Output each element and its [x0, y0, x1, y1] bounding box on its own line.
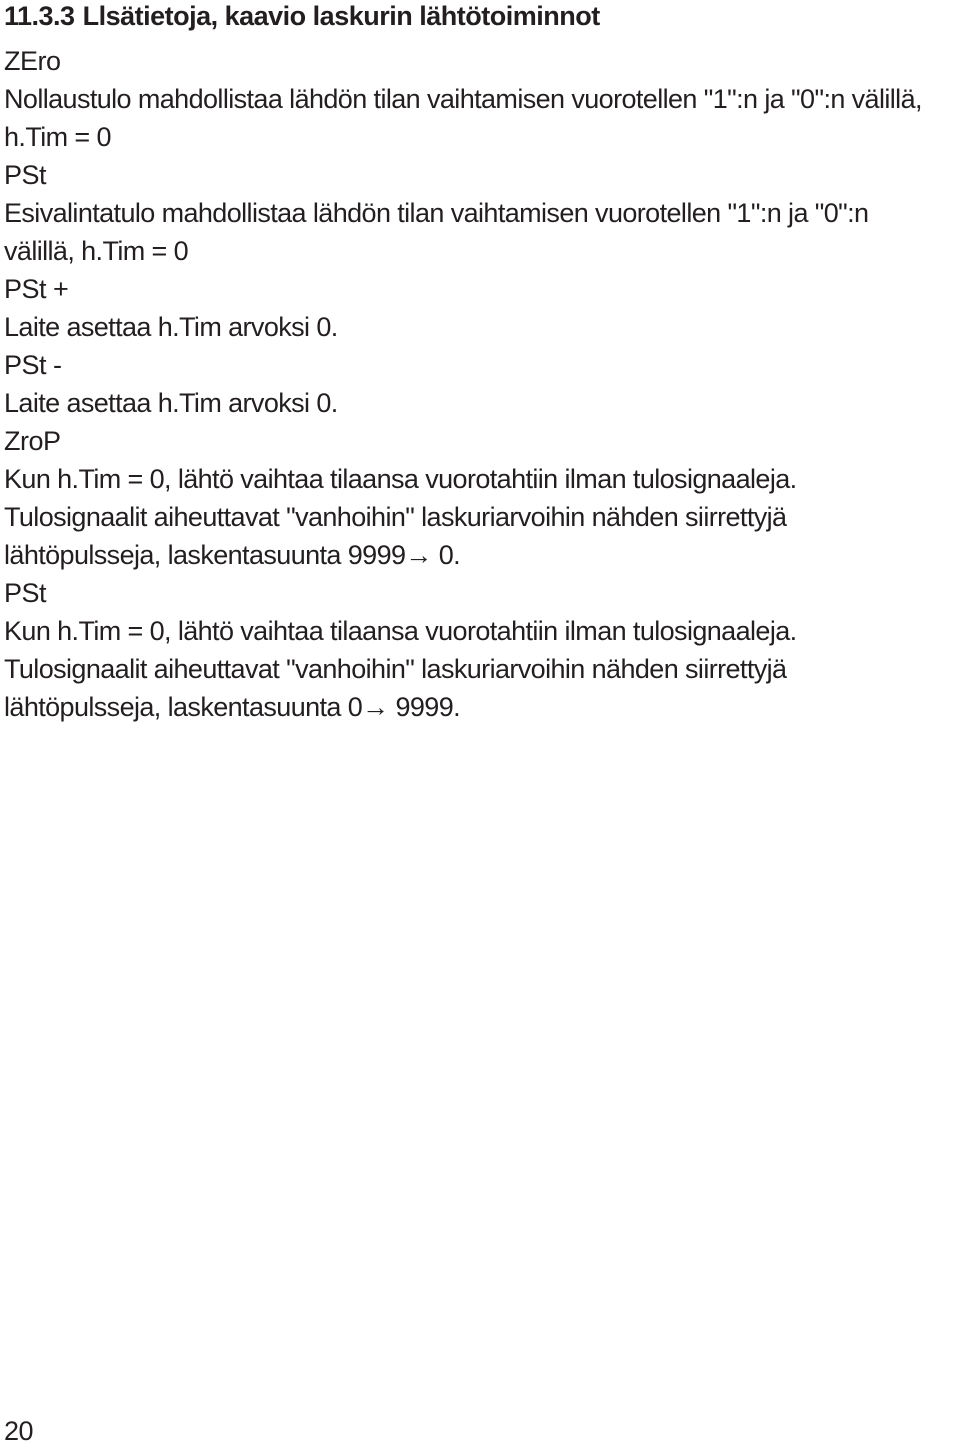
description-line: Tulosignaalit aiheuttavat "vanhoihin" laskuriarvoihin nähden siirrettyjä	[4, 654, 787, 684]
description-line: h.Tim = 0	[4, 122, 111, 152]
definition-term: ZroP	[4, 426, 61, 456]
definition-description	[4, 308, 956, 346]
description-line: lähtöpulsseja, laskentasuunta 0→ 9999.	[4, 692, 461, 722]
definition-entry-zero	[4, 42, 956, 156]
description-line: Laite asettaa h.Tim arvoksi 0.	[4, 312, 338, 342]
definition-term: ZEro	[4, 46, 61, 76]
section-heading	[4, 0, 956, 32]
definition-term: PSt	[4, 160, 47, 190]
definition-term: PSt -	[4, 350, 62, 380]
description-line: Laite asettaa h.Tim arvoksi 0.	[4, 388, 338, 418]
definition-description	[4, 80, 956, 156]
page-number: 20	[4, 1416, 34, 1446]
description-line: välillä, h.Tim = 0	[4, 236, 189, 266]
definition-entry-pst-plus	[4, 270, 956, 346]
description-line: Esivalintatulo mahdollistaa lähdön tilan vaihtamisen vuorotellen "1":n ja "0":n	[4, 198, 869, 228]
description-line: Tulosignaalit aiheuttavat "vanhoihin" laskuriarvoihin nähden siirrettyjä	[4, 502, 787, 532]
section-number: 11.3.3	[4, 1, 75, 31]
description-line: Nollaustulo mahdollistaa lähdön tilan vaihtamisen vuorotellen "1":n ja "0":n välillä,	[4, 84, 922, 114]
description-line: Kun h.Tim = 0, lähtö vaihtaa tilaansa vuorotahtiin ilman tulosignaaleja.	[4, 616, 797, 646]
definition-entry-pst	[4, 156, 956, 270]
description-line: lähtöpulsseja, laskentasuunta 9999→ 0.	[4, 540, 461, 570]
section-title: Llsätietoja, kaavio laskurin lähtötoiminnot	[82, 1, 600, 31]
definition-description	[4, 612, 956, 726]
definition-entry-pst-count	[4, 574, 956, 726]
definition-entry-pst-minus	[4, 346, 956, 422]
definition-description	[4, 194, 956, 270]
definition-term: PSt +	[4, 274, 69, 304]
document-page	[4, 0, 956, 726]
definition-description	[4, 460, 956, 574]
description-line: Kun h.Tim = 0, lähtö vaihtaa tilaansa vuorotahtiin ilman tulosignaaleja.	[4, 464, 797, 494]
definition-description	[4, 384, 956, 422]
definition-term: PSt	[4, 578, 47, 608]
definition-entry-zrop	[4, 422, 956, 574]
